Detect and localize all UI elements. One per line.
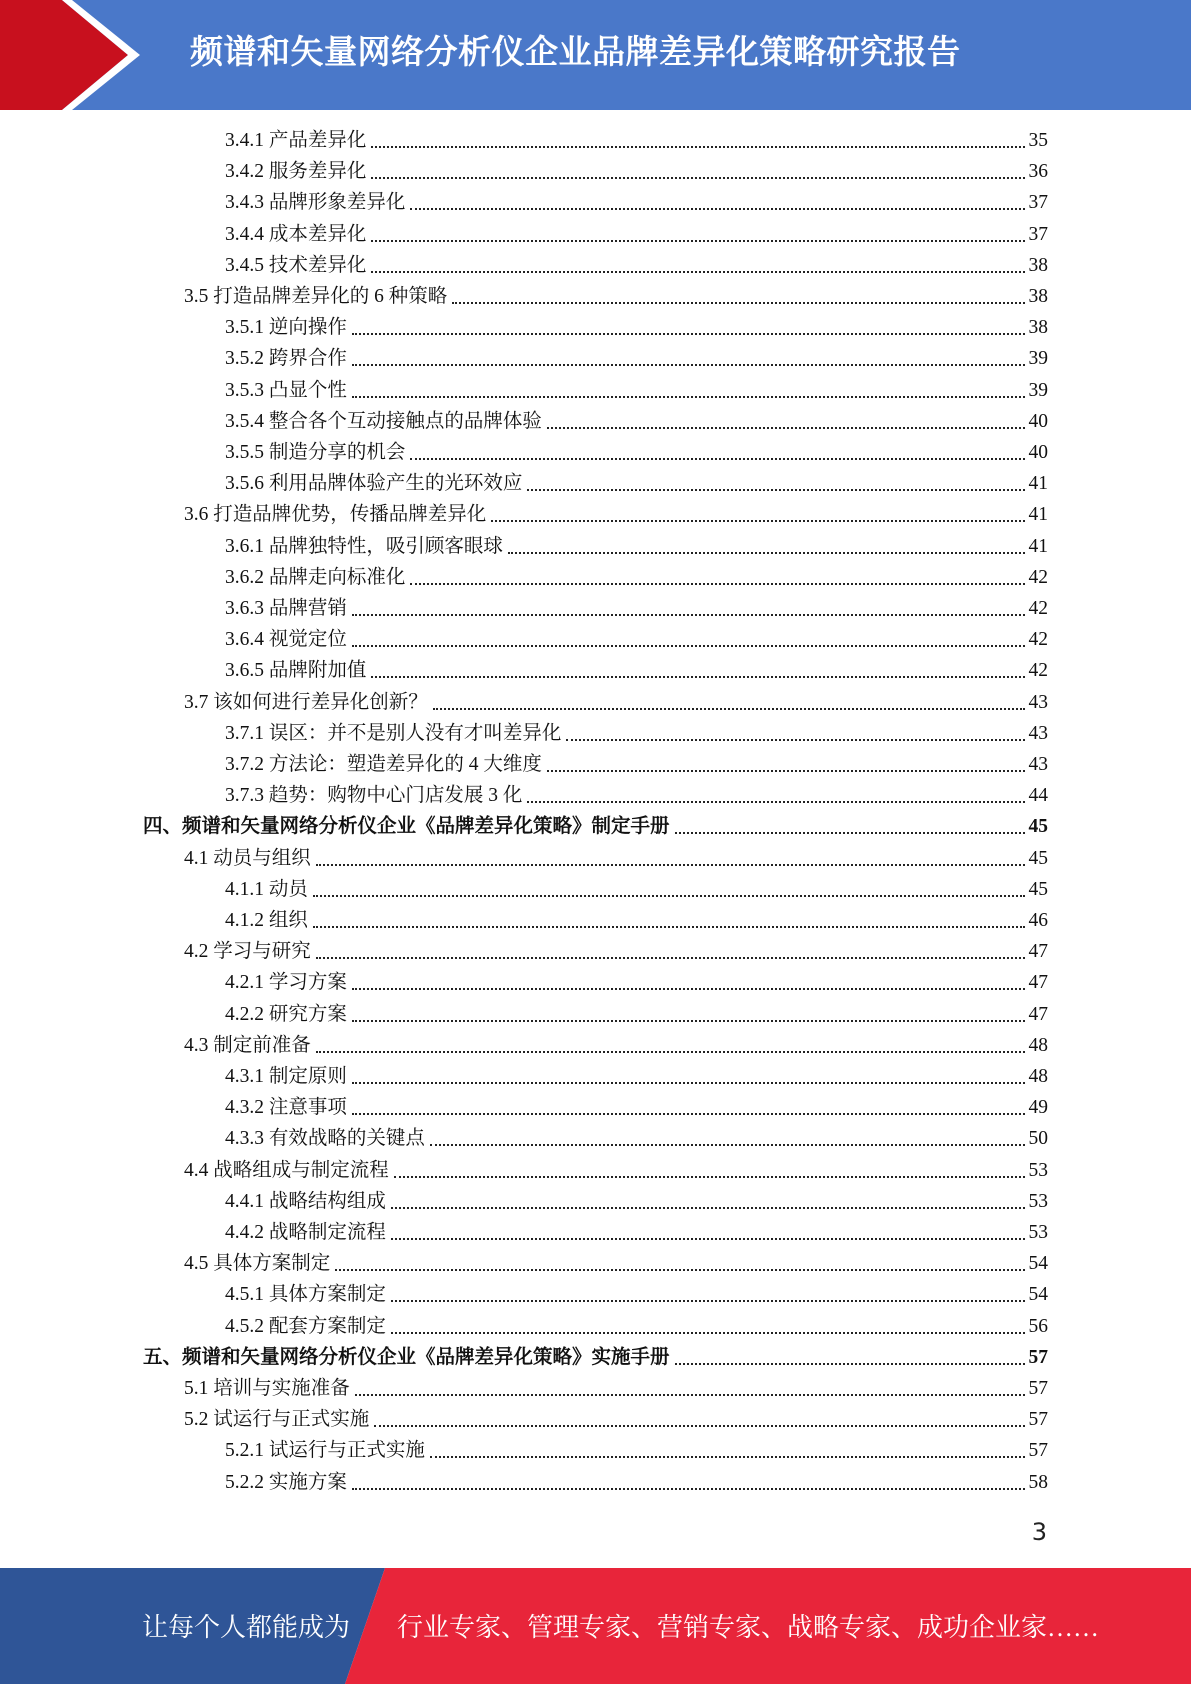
toc-entry[interactable] bbox=[225, 187, 1048, 218]
toc-entry-label: 3.6 打造品牌优势，传播品牌差异化 bbox=[184, 504, 487, 525]
toc-entry-page: 54 bbox=[1028, 1253, 1048, 1274]
toc-entry-label: 四、频谱和矢量网络分析仪企业《品牌差异化策略》制定手册 bbox=[143, 816, 670, 837]
toc-entry-page: 48 bbox=[1028, 1035, 1048, 1056]
toc-entry[interactable] bbox=[225, 1217, 1048, 1248]
toc-entry-label: 五、频谱和矢量网络分析仪企业《品牌差异化策略》实施手册 bbox=[143, 1347, 670, 1368]
toc-entry[interactable] bbox=[225, 375, 1048, 406]
toc-leader-dots bbox=[352, 1020, 1025, 1022]
toc-entry[interactable] bbox=[184, 1030, 1048, 1061]
toc-entry[interactable] bbox=[225, 562, 1048, 593]
toc-entry[interactable] bbox=[225, 156, 1048, 187]
toc-entry-page: 45 bbox=[1028, 848, 1048, 869]
toc-leader-dots bbox=[508, 552, 1025, 554]
toc-leader-dots bbox=[316, 864, 1025, 866]
toc-leader-dots bbox=[316, 1051, 1025, 1053]
toc-entry[interactable] bbox=[225, 1092, 1048, 1123]
page-footer bbox=[0, 1568, 1191, 1684]
toc-entry-label: 3.4.1 产品差异化 bbox=[225, 130, 367, 151]
toc-entry-page: 40 bbox=[1028, 411, 1048, 432]
toc-entry[interactable] bbox=[225, 531, 1048, 562]
toc-entry-label: 3.4.4 成本差异化 bbox=[225, 224, 367, 245]
toc-entry-page: 49 bbox=[1028, 1097, 1048, 1118]
toc-entry-label: 4.2 学习与研究 bbox=[184, 941, 311, 962]
toc-entry-label: 4.5 具体方案制定 bbox=[184, 1253, 331, 1274]
toc-entry-page: 38 bbox=[1028, 317, 1048, 338]
toc-entry[interactable] bbox=[225, 312, 1048, 343]
toc-leader-dots bbox=[410, 458, 1024, 460]
toc-leader-dots bbox=[391, 1300, 1025, 1302]
toc-entry-label: 3.4.2 服务差异化 bbox=[225, 161, 367, 182]
toc-leader-dots bbox=[566, 739, 1024, 741]
toc-entry[interactable] bbox=[225, 437, 1048, 468]
toc-entry-page: 56 bbox=[1028, 1316, 1048, 1337]
toc-entry-label: 4.4 战略组成与制定流程 bbox=[184, 1160, 389, 1181]
toc-entry-label: 3.5.3 凸显个性 bbox=[225, 380, 347, 401]
toc-entry-label: 4.4.1 战略结构组成 bbox=[225, 1191, 386, 1212]
toc-entry-label: 4.2.2 研究方案 bbox=[225, 1004, 347, 1025]
toc-entry-label: 3.4.3 品牌形象差异化 bbox=[225, 192, 406, 213]
toc-entry[interactable] bbox=[143, 1342, 1048, 1373]
toc-leader-dots bbox=[352, 333, 1025, 335]
toc-entry-label: 5.2 试运行与正式实施 bbox=[184, 1409, 370, 1430]
toc-entry-label: 4.1.1 动员 bbox=[225, 879, 308, 900]
toc-leader-dots bbox=[352, 396, 1025, 398]
toc-entry-label: 3.5 打造品牌差异化的 6 种策略 bbox=[184, 286, 448, 307]
toc-leader-dots bbox=[430, 1144, 1025, 1146]
toc-entry[interactable] bbox=[184, 499, 1048, 530]
toc-entry-label: 3.7 该如何进行差异化创新？ bbox=[184, 692, 428, 713]
toc-entry-page: 39 bbox=[1028, 380, 1048, 401]
toc-entry[interactable] bbox=[184, 843, 1048, 874]
toc-leader-dots bbox=[316, 957, 1025, 959]
toc-entry[interactable] bbox=[184, 1155, 1048, 1186]
toc-entry-label: 4.3 制定前准备 bbox=[184, 1035, 311, 1056]
toc-leader-dots bbox=[313, 895, 1025, 897]
toc-entry-page: 57 bbox=[1028, 1409, 1048, 1430]
toc-leader-dots bbox=[371, 240, 1024, 242]
toc-entry-page: 43 bbox=[1028, 754, 1048, 775]
toc-entry-label: 4.3.3 有效战略的关键点 bbox=[225, 1128, 425, 1149]
toc-entry-label: 4.5.2 配套方案制定 bbox=[225, 1316, 386, 1337]
toc-entry-page: 53 bbox=[1028, 1160, 1048, 1181]
header-chevron-icon bbox=[0, 0, 150, 110]
toc-entry[interactable] bbox=[225, 999, 1048, 1030]
toc-entry[interactable] bbox=[184, 936, 1048, 967]
toc-entry-page: 39 bbox=[1028, 348, 1048, 369]
toc-entry-page: 53 bbox=[1028, 1191, 1048, 1212]
toc-entry-label: 3.7.1 误区：并不是别人没有才叫差异化 bbox=[225, 723, 562, 744]
toc-entry-page: 40 bbox=[1028, 442, 1048, 463]
toc-leader-dots bbox=[527, 489, 1024, 491]
toc-entry-label: 4.2.1 学习方案 bbox=[225, 972, 347, 993]
toc-leader-dots bbox=[410, 583, 1024, 585]
toc-entry-label: 3.6.1 品牌独特性，吸引顾客眼球 bbox=[225, 536, 503, 557]
toc-entry-page: 42 bbox=[1028, 660, 1048, 681]
toc-leader-dots bbox=[430, 1456, 1025, 1458]
toc-entry-page: 35 bbox=[1028, 130, 1048, 151]
toc-leader-dots bbox=[433, 708, 1025, 710]
page-header bbox=[0, 0, 1191, 110]
toc-leader-dots bbox=[391, 1238, 1025, 1240]
toc-entry[interactable] bbox=[225, 1123, 1048, 1154]
toc-entry[interactable] bbox=[225, 1186, 1048, 1217]
toc-entry-label: 3.6.3 品牌营销 bbox=[225, 598, 347, 619]
toc-entry[interactable] bbox=[184, 1373, 1048, 1404]
toc-entry[interactable] bbox=[184, 281, 1048, 312]
toc-entry-label: 3.5.6 利用品牌体验产生的光环效应 bbox=[225, 473, 523, 494]
toc-entry-page: 46 bbox=[1028, 910, 1048, 931]
toc-entry-label: 3.7.2 方法论：塑造差异化的 4 大维度 bbox=[225, 754, 542, 775]
toc-leader-dots bbox=[394, 1176, 1025, 1178]
toc-entry-label: 3.5.1 逆向操作 bbox=[225, 317, 347, 338]
toc-entry-label: 3.7.3 趋势：购物中心门店发展 3 化 bbox=[225, 785, 523, 806]
toc-entry-page: 57 bbox=[1028, 1347, 1048, 1368]
toc-entry[interactable] bbox=[225, 718, 1048, 749]
toc-entry[interactable] bbox=[225, 219, 1048, 250]
toc-entry[interactable] bbox=[225, 250, 1048, 281]
toc-leader-dots bbox=[547, 770, 1025, 772]
toc-leader-dots bbox=[352, 1082, 1025, 1084]
toc-leader-dots bbox=[352, 364, 1025, 366]
toc-entry-label: 5.1 培训与实施准备 bbox=[184, 1378, 350, 1399]
toc-leader-dots bbox=[352, 1488, 1025, 1490]
toc-entry[interactable] bbox=[184, 1248, 1048, 1279]
toc-entry-page: 42 bbox=[1028, 567, 1048, 588]
toc-entry[interactable] bbox=[225, 468, 1048, 499]
toc-entry-page: 38 bbox=[1028, 286, 1048, 307]
toc-entry[interactable] bbox=[225, 967, 1048, 998]
toc-entry-page: 58 bbox=[1028, 1472, 1048, 1493]
toc-entry[interactable] bbox=[225, 125, 1048, 156]
toc-entry[interactable] bbox=[225, 406, 1048, 437]
toc-leader-dots bbox=[374, 1425, 1024, 1427]
toc-entry-page: 50 bbox=[1028, 1128, 1048, 1149]
toc-entry-label: 3.6.5 品牌附加值 bbox=[225, 660, 367, 681]
toc-entry-page: 54 bbox=[1028, 1284, 1048, 1305]
toc-entry-label: 4.3.2 注意事项 bbox=[225, 1097, 347, 1118]
toc-entry-page: 45 bbox=[1028, 879, 1048, 900]
toc-entry-page: 41 bbox=[1028, 504, 1048, 525]
toc-entry[interactable] bbox=[225, 624, 1048, 655]
toc-leader-dots bbox=[352, 988, 1025, 990]
toc-entry-page: 38 bbox=[1028, 255, 1048, 276]
toc-entry-page: 37 bbox=[1028, 224, 1048, 245]
toc-entry-label: 3.6.4 视觉定位 bbox=[225, 629, 347, 650]
toc-entry[interactable] bbox=[225, 749, 1048, 780]
toc-entry[interactable] bbox=[143, 811, 1048, 842]
toc-leader-dots bbox=[391, 1207, 1025, 1209]
toc-entry-label: 3.6.2 品牌走向标准化 bbox=[225, 567, 406, 588]
toc-entry-page: 57 bbox=[1028, 1378, 1048, 1399]
toc-entry-page: 41 bbox=[1028, 536, 1048, 557]
toc-entry-page: 47 bbox=[1028, 972, 1048, 993]
toc-leader-dots bbox=[675, 832, 1025, 834]
toc-leader-dots bbox=[391, 1332, 1025, 1334]
toc-leader-dots bbox=[352, 645, 1025, 647]
toc-leader-dots bbox=[491, 520, 1024, 522]
toc-entry[interactable] bbox=[184, 687, 1048, 718]
toc-entry-label: 5.2.1 试运行与正式实施 bbox=[225, 1440, 425, 1461]
toc-entry-page: 45 bbox=[1028, 816, 1048, 837]
toc-entry-label: 4.4.2 战略制定流程 bbox=[225, 1222, 386, 1243]
page-number: 3 bbox=[1031, 1518, 1047, 1546]
toc-entry[interactable] bbox=[225, 593, 1048, 624]
toc-entry-label: 4.3.1 制定原则 bbox=[225, 1066, 347, 1087]
toc-entry[interactable] bbox=[225, 1311, 1048, 1342]
toc-leader-dots bbox=[355, 1394, 1025, 1396]
toc-entry-page: 41 bbox=[1028, 473, 1048, 494]
toc-entry-label: 5.2.2 实施方案 bbox=[225, 1472, 347, 1493]
toc-entry-label: 3.5.4 整合各个互动接触点的品牌体验 bbox=[225, 411, 542, 432]
toc-entry[interactable] bbox=[225, 1061, 1048, 1092]
toc-entry[interactable] bbox=[225, 874, 1048, 905]
toc-leader-dots bbox=[352, 614, 1025, 616]
toc-leader-dots bbox=[527, 801, 1024, 803]
toc-entry[interactable] bbox=[225, 1435, 1048, 1466]
toc-entry-page: 53 bbox=[1028, 1222, 1048, 1243]
toc-entry-page: 42 bbox=[1028, 629, 1048, 650]
toc-entry-label: 4.1 动员与组织 bbox=[184, 848, 311, 869]
toc-entry[interactable] bbox=[225, 780, 1048, 811]
toc-entry-label: 3.5.5 制造分享的机会 bbox=[225, 442, 406, 463]
toc-leader-dots bbox=[371, 177, 1024, 179]
toc-entry[interactable] bbox=[225, 905, 1048, 936]
toc-entry-page: 57 bbox=[1028, 1440, 1048, 1461]
toc-leader-dots bbox=[547, 427, 1025, 429]
toc-leader-dots bbox=[352, 1113, 1025, 1115]
toc-entry-page: 43 bbox=[1028, 692, 1048, 713]
toc-entry-page: 47 bbox=[1028, 1004, 1048, 1025]
toc-entry[interactable] bbox=[184, 1404, 1048, 1435]
footer-slogan-right: 行业专家、管理专家、营销专家、战略专家、成功企业家…… bbox=[397, 1613, 1100, 1642]
toc-entry-label: 4.1.2 组织 bbox=[225, 910, 308, 931]
toc-entry[interactable] bbox=[225, 1467, 1048, 1498]
toc-leader-dots bbox=[335, 1269, 1024, 1271]
toc-entry-label: 4.5.1 具体方案制定 bbox=[225, 1284, 386, 1305]
toc-entry-page: 48 bbox=[1028, 1066, 1048, 1087]
toc-leader-dots bbox=[371, 676, 1024, 678]
report-title: 频谱和矢量网络分析仪企业品牌差异化策略研究报告 bbox=[190, 32, 961, 71]
toc-leader-dots bbox=[313, 926, 1025, 928]
toc-leader-dots bbox=[371, 271, 1024, 273]
toc-entry-label: 3.4.5 技术差异化 bbox=[225, 255, 367, 276]
toc-leader-dots bbox=[452, 302, 1024, 304]
toc-entry[interactable] bbox=[225, 343, 1048, 374]
toc-entry-page: 36 bbox=[1028, 161, 1048, 182]
toc-entry[interactable] bbox=[225, 1279, 1048, 1310]
toc-entry[interactable] bbox=[225, 655, 1048, 686]
footer-slogan-left: 让每个人都能成为 bbox=[142, 1613, 351, 1642]
toc-entry-page: 37 bbox=[1028, 192, 1048, 213]
toc-entry-page: 44 bbox=[1028, 785, 1048, 806]
toc-entry-page: 47 bbox=[1028, 941, 1048, 962]
toc-entry-page: 42 bbox=[1028, 598, 1048, 619]
toc-entry-label: 3.5.2 跨界合作 bbox=[225, 348, 347, 369]
toc-leader-dots bbox=[675, 1363, 1025, 1365]
toc-leader-dots bbox=[410, 208, 1024, 210]
toc-leader-dots bbox=[371, 146, 1024, 148]
toc-entry-page: 43 bbox=[1028, 723, 1048, 744]
